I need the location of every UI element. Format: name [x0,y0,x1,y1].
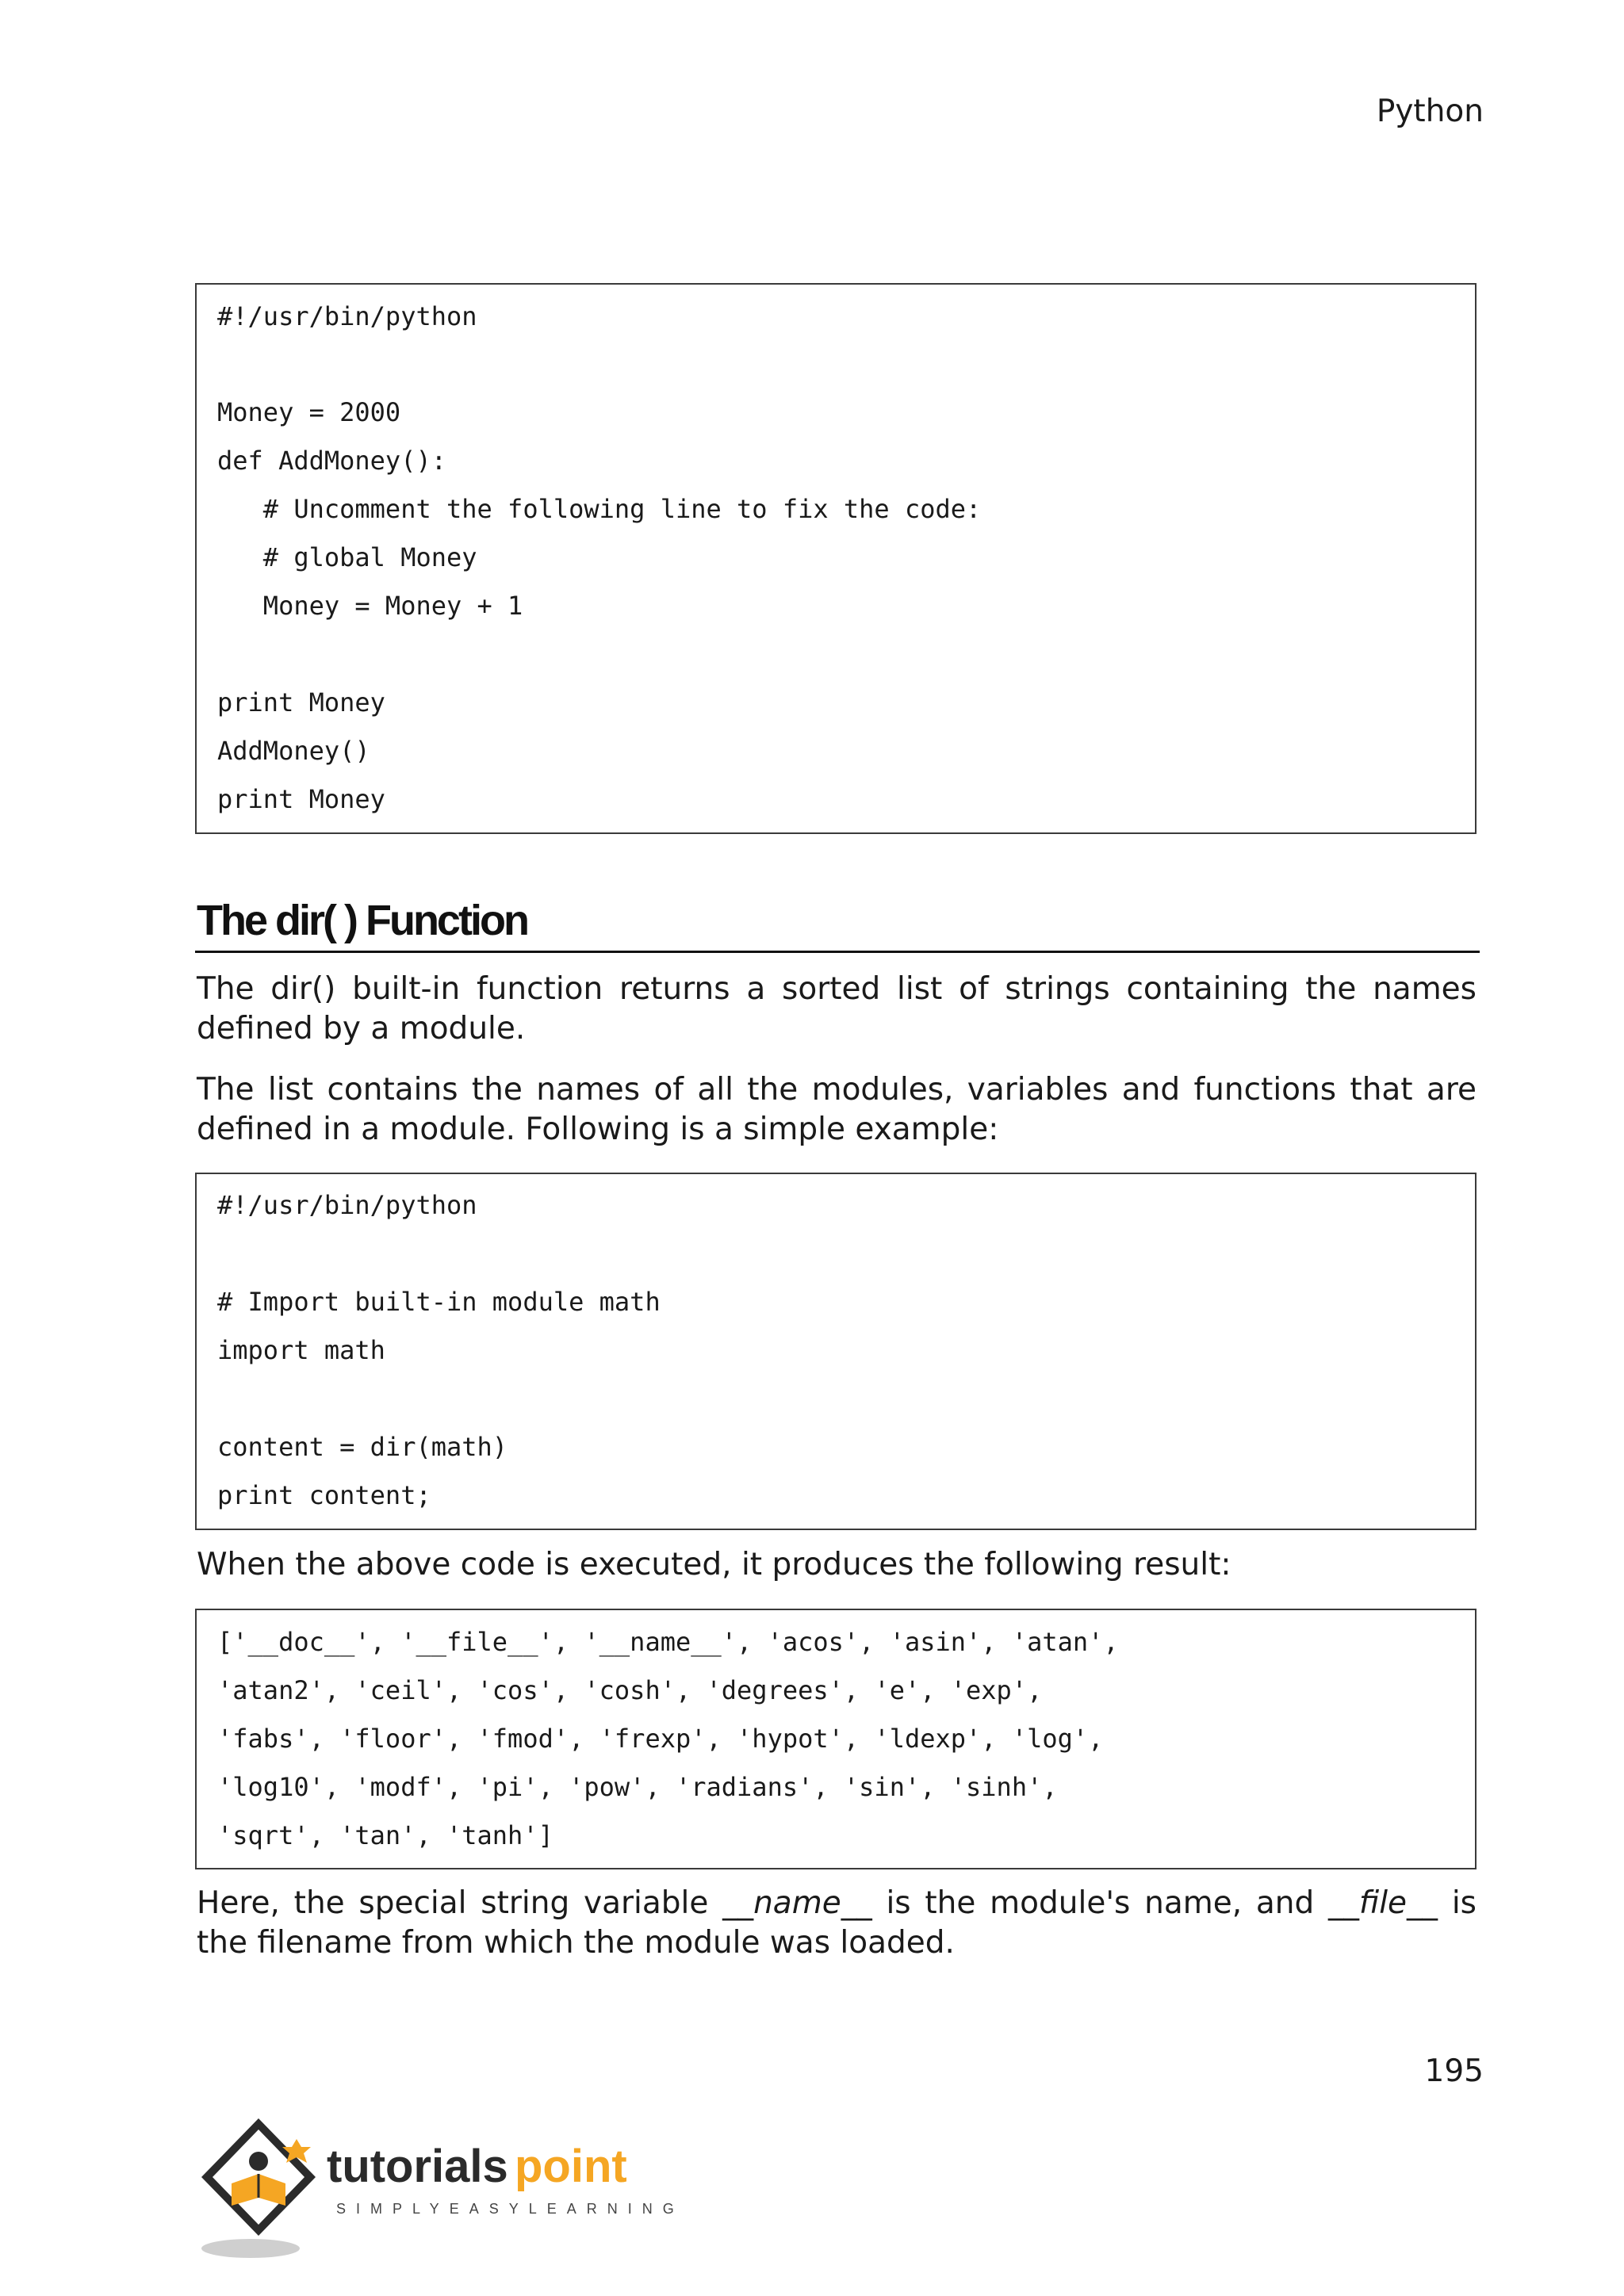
output-line: 'fabs', 'floor', 'fmod', 'frexp', 'hypot', 'ldexp', 'log', [217,1724,1104,1754]
paragraph-text: Here, the special string variable [197,1885,723,1921]
name-dunder: __name__ [722,1885,872,1921]
code-line: print Money [217,687,385,718]
code-line: #!/usr/bin/python [217,301,477,331]
code-line: Money = Money + 1 [217,591,523,621]
logo-shadow [201,2239,300,2258]
code-line: content = dir(math) [217,1432,508,1462]
code-line: print content; [217,1480,431,1510]
code-line: # Uncomment the following line to fix the code: [217,494,982,524]
logo-wordmark-part1: tutorials [327,2141,508,2192]
page-number: 195 [1424,2053,1484,2089]
tutorialspoint-logo [195,2112,687,2263]
output-line: ['__doc__', '__file__', '__name__', 'acos', 'asin', 'atan', [217,1627,1119,1657]
code-line: import math [217,1335,385,1365]
code-line: def AddMoney(): [217,446,446,476]
paragraph-text: is the module's name, and [871,1885,1329,1921]
output-line: 'log10', 'modf', 'pi', 'pow', 'radians', 'sin', 'sinh', [217,1772,1058,1802]
section-divider [195,951,1480,953]
running-header: Python [1376,94,1484,129]
paragraph: When the above code is executed, it produces the following result: [197,1547,1231,1582]
code-block [195,283,1477,834]
code-line: AddMoney() [217,736,370,766]
file-dunder: __file__ [1328,1885,1438,1921]
code-line: # Import built-in module math [217,1287,661,1317]
code-line: Money = 2000 [217,397,401,427]
code-line: #!/usr/bin/python [217,1190,477,1220]
logo-reader-head-icon [249,2152,268,2171]
code-line: # global Money [217,542,477,572]
logo-wordmark-part2: point [515,2141,627,2192]
paragraph: The dir() built-in function returns a sorted list of strings containing the names defined by a module. [197,971,1477,1047]
paragraph-text: is the filename from which the module was loaded. [197,1885,1477,1961]
code-line: print Money [217,784,385,814]
logo-tagline: SIMPLYEASYLEARNING [336,2201,684,2217]
output-line: 'sqrt', 'tan', 'tanh'] [217,1820,553,1850]
code-block [195,1173,1477,1530]
paragraph [197,1884,1477,1963]
section-title: The dir( ) Function [197,897,527,944]
output-line: 'atan2', 'ceil', 'cos', 'cosh', 'degrees', 'e', 'exp', [217,1675,1043,1705]
output-block [195,1609,1477,1869]
paragraph: The list contains the names of all the modules, variables and functions that are defined in a module. Following is a simple example: [197,1072,1477,1147]
